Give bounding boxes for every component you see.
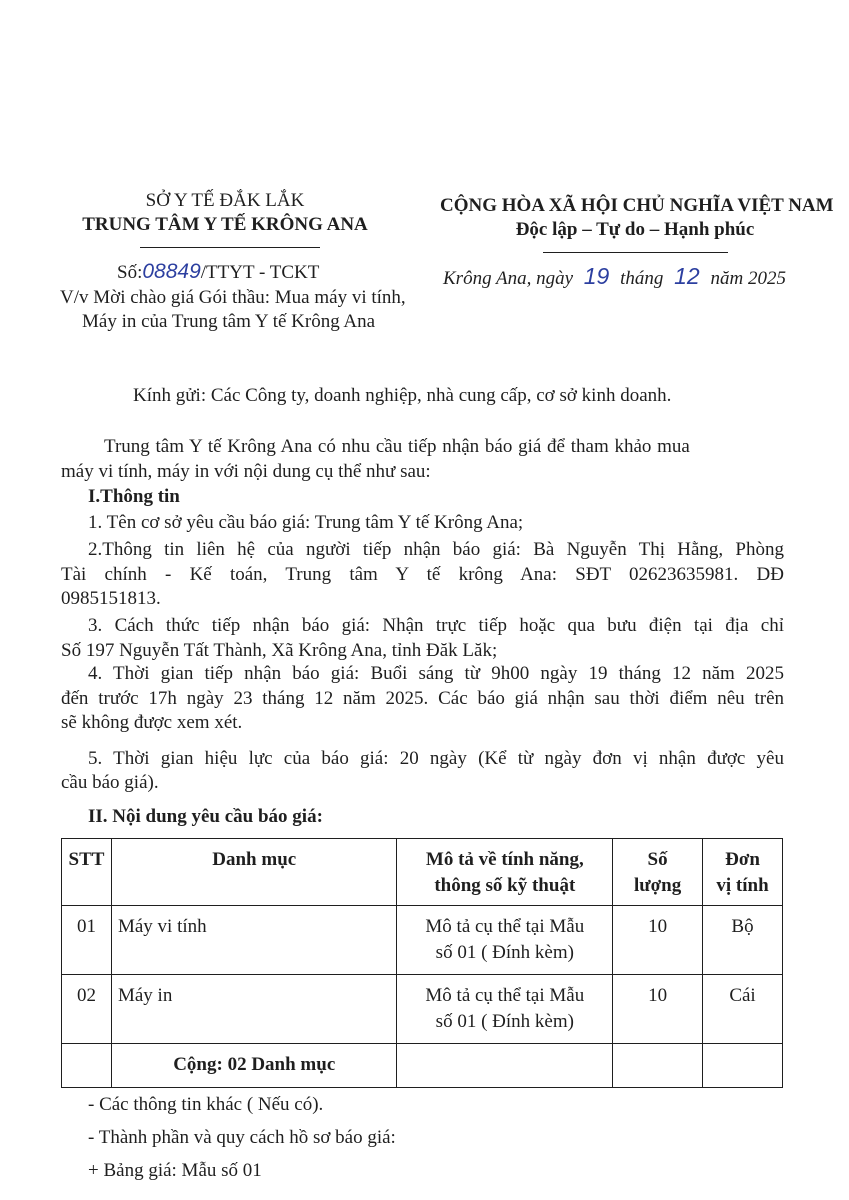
date-place-prefix: Krông Ana, ngày [443, 268, 574, 289]
info-item-2-line-1: 2.Thông tin liên hệ của người tiếp nhận báo giá: Bà Nguyễn Thị Hằng, Phòng [88, 539, 784, 560]
header-right-underline [543, 252, 728, 253]
national-motto: Độc lập – Tự do – Hạnh phúc [515, 219, 755, 240]
header-danh-muc: Danh mục [111, 839, 397, 906]
cell-total-stt [62, 1044, 112, 1088]
header-so-luong-line-1: Số [647, 849, 668, 870]
table-total-row [62, 1044, 783, 1088]
info-item-5-line-1: 5. Thời gian hiệu lực của báo giá: 20 ngày (Kể từ ngày đơn vị nhận được yêu [88, 748, 784, 769]
cell-total-label: Cộng: 02 Danh mục [111, 1044, 397, 1088]
cell-desc [397, 906, 613, 975]
table-header-row [62, 839, 783, 906]
header-don-vi-line-2: vị tính [716, 875, 769, 896]
subject-line-2: Máy in của Trung tâm Y tế Krông Ana [82, 311, 376, 332]
header-stt: STT [62, 839, 112, 906]
table-row [62, 975, 783, 1044]
recipient-line: Kính gửi: Các Công ty, doanh nghiệp, nhà cung cấp, cơ sở kinh doanh. [133, 385, 672, 406]
header-mo-ta-line-2: thông số kỹ thuật [434, 875, 576, 896]
cell-qty: 10 [613, 975, 703, 1044]
cell-stt: 01 [62, 906, 112, 975]
date-month-label: tháng [620, 268, 664, 289]
intro-line-2: máy vi tính, máy in với nội dung cụ thể như sau: [61, 461, 431, 482]
cell-desc-line-1: Mô tả cụ thể tại Mẫu [425, 916, 585, 937]
section-1-title: I.Thông tin [88, 486, 180, 507]
table-row [62, 906, 783, 975]
date-day-handwritten: 19 [583, 263, 610, 289]
department-name: SỞ Y TẾ ĐẮK LẮK [145, 190, 305, 211]
info-item-2-line-3: 0985151813. [61, 588, 161, 609]
doc-number-handwritten: 08849 [142, 260, 201, 283]
cell-name: Máy vi tính [111, 906, 397, 975]
cell-stt: 02 [62, 975, 112, 1044]
header-mo-ta-line-1: Mô tả về tính năng, [425, 849, 584, 870]
info-item-1: 1. Tên cơ sở yêu cầu báo giá: Trung tâm Y tế Krông Ana; [88, 512, 524, 533]
info-item-4-line-1: 4. Thời gian tiếp nhận báo giá: Buổi sáng từ 9h00 ngày 19 tháng 12 năm 2025 [88, 663, 784, 684]
date-month-handwritten: 12 [674, 263, 700, 289]
cell-desc-line-2: số 01 ( Đính kèm) [435, 942, 574, 963]
cell-desc [397, 975, 613, 1044]
info-item-4-line-3: sẽ không được xem xét. [61, 712, 243, 733]
info-item-3-line-1: 3. Cách thức tiếp nhận báo giá: Nhận trực tiếp hoặc qua bưu điện tại địa chỉ [88, 615, 784, 636]
header-so-luong-line-2: lượng [633, 875, 682, 896]
cell-total-desc [397, 1044, 613, 1088]
cell-desc-line-1: Mô tả cụ thể tại Mẫu [425, 985, 585, 1006]
section-2-title: II. Nội dung yêu cầu báo giá: [88, 806, 323, 827]
cell-desc-line-2: số 01 ( Đính kèm) [435, 1011, 574, 1032]
doc-number-suffix: /TTYT - TCKT [200, 262, 320, 283]
document-number [117, 260, 319, 284]
header-don-vi-line-1: Đơn [725, 849, 760, 870]
header-mo-ta [397, 839, 613, 906]
header-so-luong [613, 839, 703, 906]
info-item-3-line-2: Số 197 Nguyễn Tất Thành, Xã Krông Ana, tỉnh Đăk Lăk; [61, 640, 498, 661]
country-title: CỘNG HÒA XÃ HỘI CHỦ NGHĨA VIỆT NAM [440, 195, 834, 216]
subject-line-1: V/v Mời chào giá Gói thầu: Mua máy vi tính, [60, 287, 406, 308]
other-info: - Các thông tin khác ( Nếu có). [88, 1094, 324, 1115]
cell-name: Máy in [111, 975, 397, 1044]
organization-name: TRUNG TÂM Y TẾ KRÔNG ANA [82, 214, 368, 235]
cell-unit: Bộ [703, 906, 783, 975]
info-item-2-line-2: Tài chính - Kế toán, Trung tâm Y tế krông Ana: SĐT 02623635981. DĐ [61, 564, 784, 585]
intro-line-1: Trung tâm Y tế Krông Ana có nhu cầu tiếp nhận báo giá để tham khảo mua [104, 436, 690, 457]
info-item-4-line-2: đến trước 17h ngày 23 tháng 12 năm 2025. Các báo giá nhận sau thời điểm nêu trên [61, 688, 784, 709]
cell-total-qty [613, 1044, 703, 1088]
doc-number-prefix: Số: [117, 262, 143, 283]
cell-qty: 10 [613, 906, 703, 975]
dossier-components: - Thành phần và quy cách hồ sơ báo giá: [88, 1127, 396, 1148]
date-line [443, 263, 786, 290]
info-item-5-line-2: cầu báo giá). [61, 772, 159, 793]
header-left-underline [140, 247, 320, 248]
cell-total-unit [703, 1044, 783, 1088]
price-table-form: + Bảng giá: Mẫu số 01 [88, 1160, 262, 1181]
cell-unit: Cái [703, 975, 783, 1044]
date-year-label: năm 2025 [710, 268, 786, 289]
quotation-table [61, 838, 783, 1088]
header-don-vi [703, 839, 783, 906]
